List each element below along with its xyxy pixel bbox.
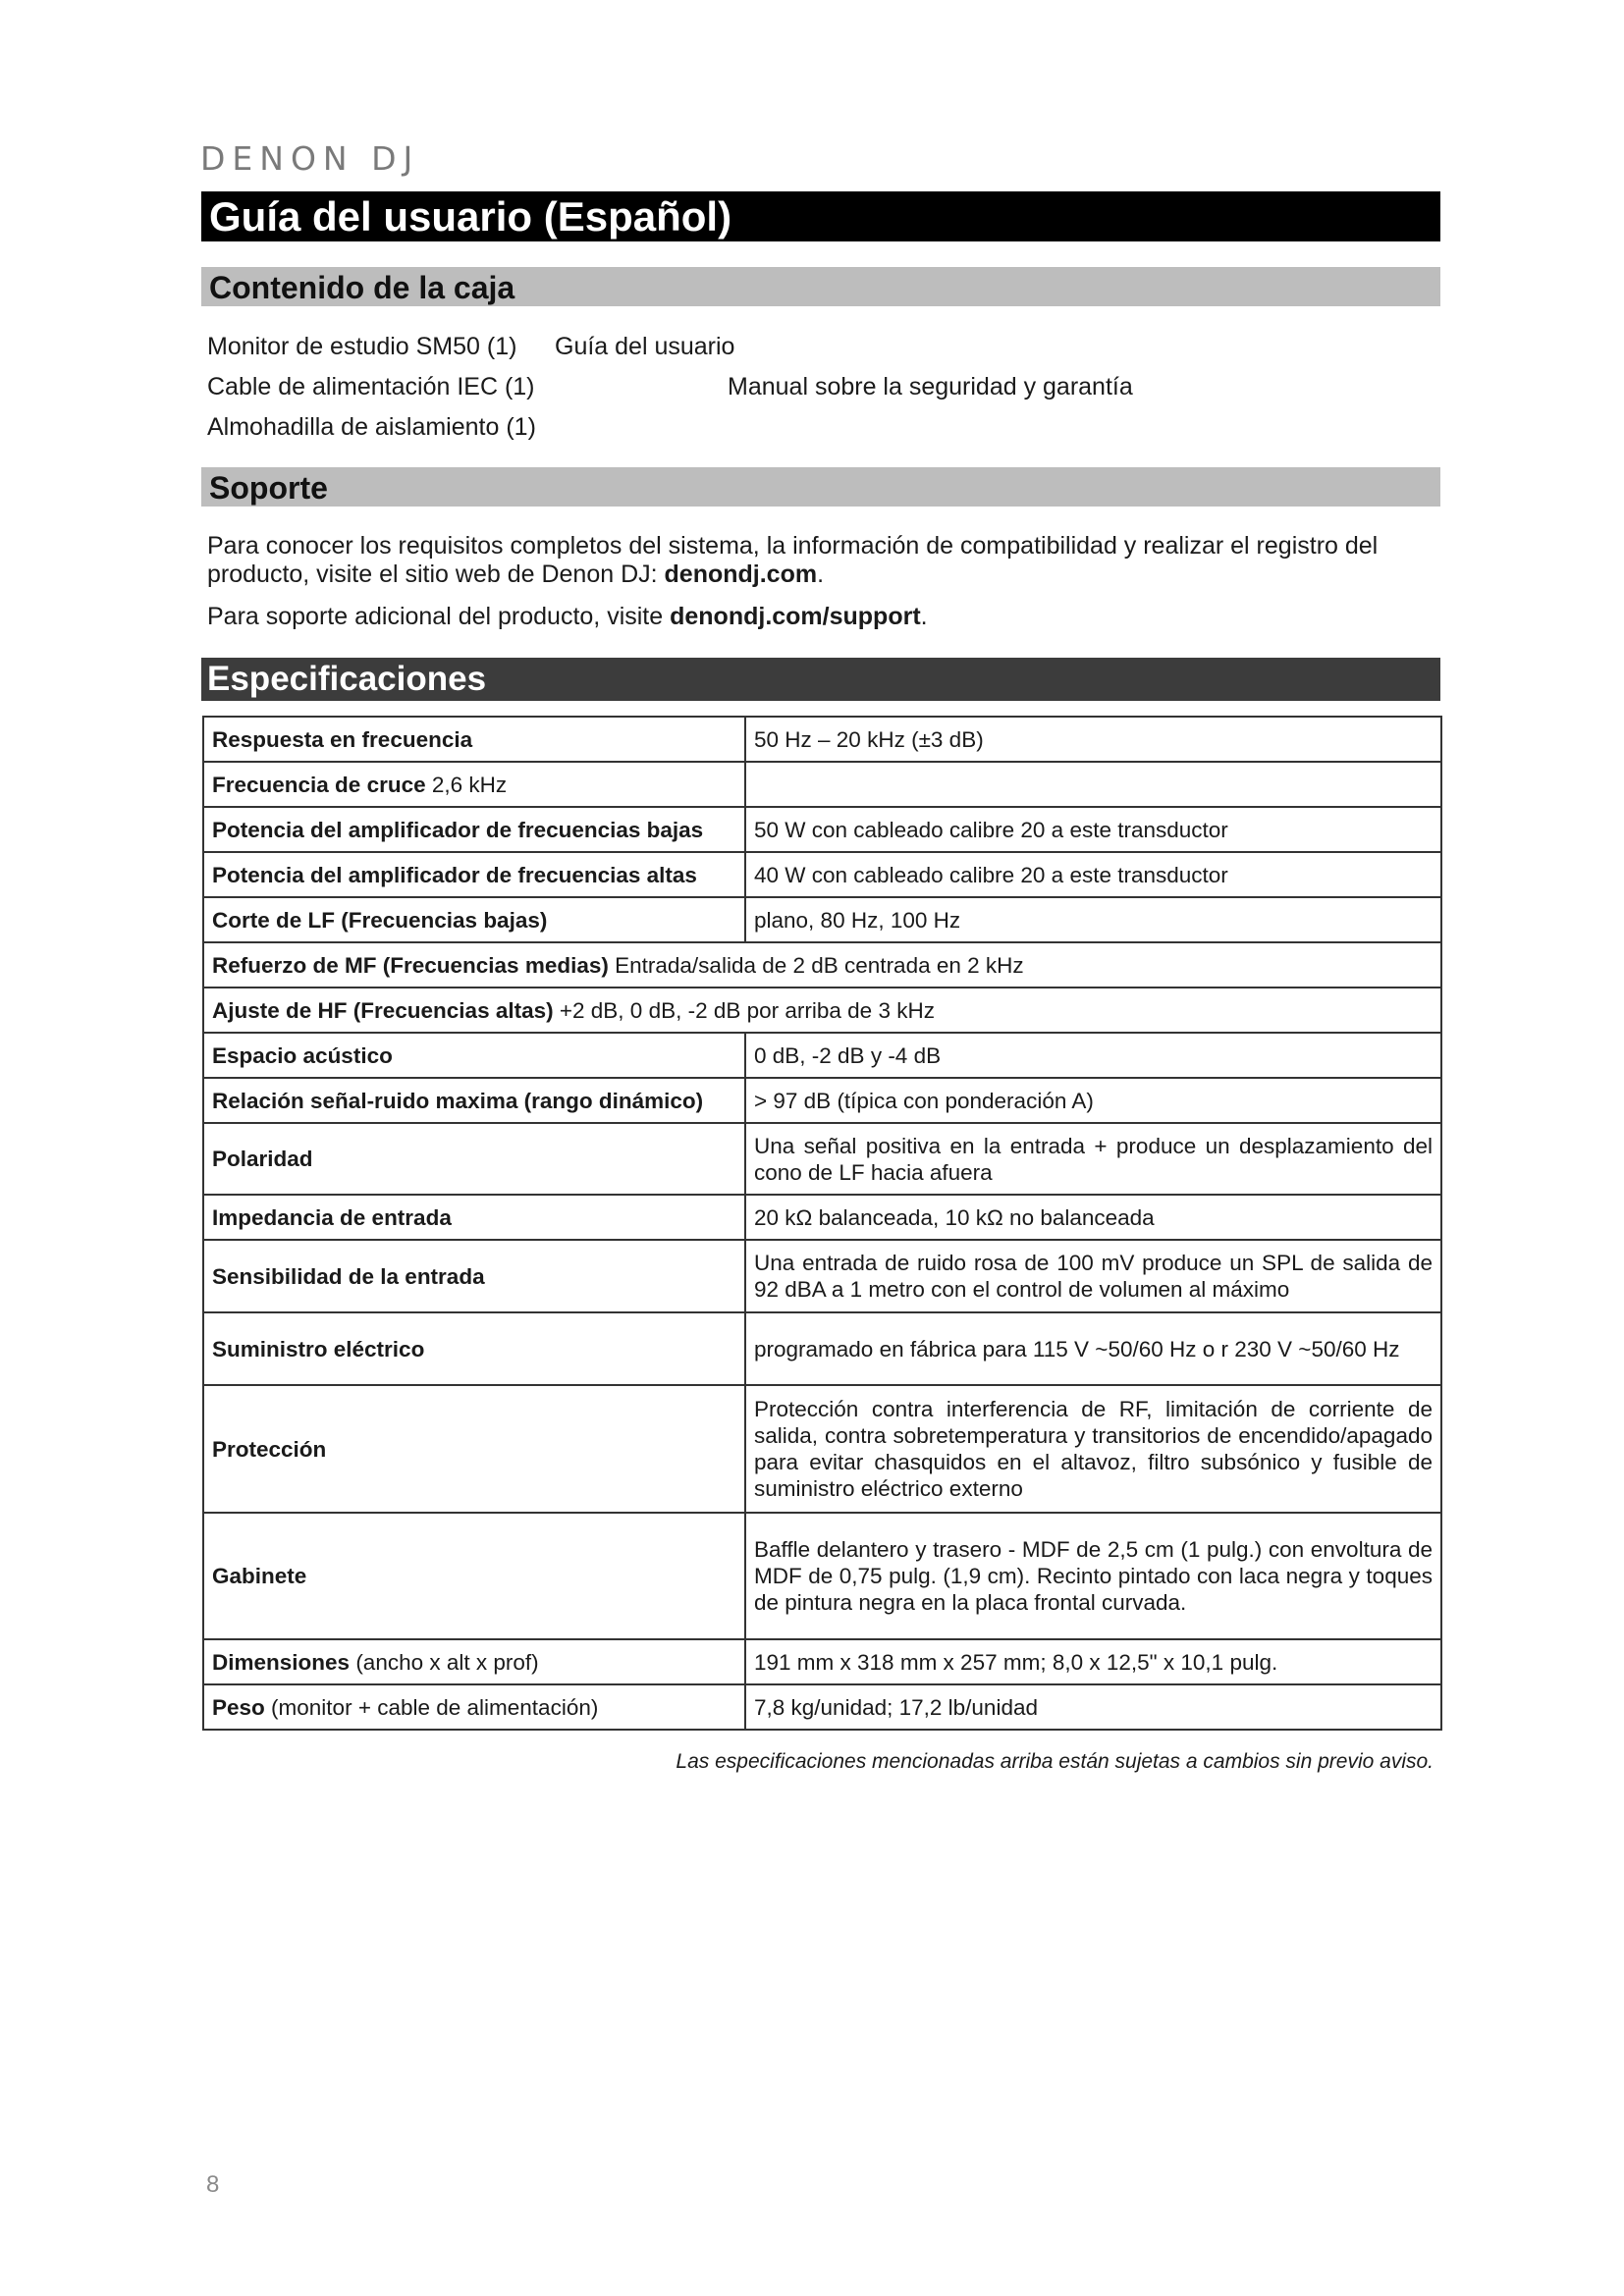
support-link-denondj-support[interactable]: denondj.com/support <box>670 603 921 630</box>
spec-value: 20 kΩ balanceada, 10 kΩ no balanceada <box>745 1195 1441 1240</box>
table-row <box>203 1639 1441 1684</box>
spec-label: Respuesta en frecuencia <box>203 717 745 762</box>
table-row <box>203 942 1441 988</box>
specs-heading: Especificaciones <box>201 658 1440 701</box>
box-item-user-guide: Guía del usuario <box>555 333 735 360</box>
specs-table <box>202 716 1442 1731</box>
page-title: Guía del usuario (Español) <box>201 191 1440 241</box>
spec-label: Dimensiones (ancho x alt x prof) <box>203 1639 745 1684</box>
spec-label: Peso (monitor + cable de alimentación) <box>203 1684 745 1730</box>
spec-inline-value: +2 dB, 0 dB, -2 dB por arriba de 3 kHz <box>559 997 935 1023</box>
spec-value: Una entrada de ruido rosa de 100 mV produce un SPL de salida de 92 dBA a 1 metro con el control de volumen al máximo <box>745 1240 1441 1312</box>
table-row <box>203 762 1441 807</box>
table-row <box>203 1033 1441 1078</box>
spec-value: 50 Hz – 20 kHz (±3 dB) <box>745 717 1441 762</box>
spec-value: 40 W con cableado calibre 20 a este transductor <box>745 852 1441 897</box>
spec-value: Una señal positiva en la entrada + produce un desplazamiento del cono de LF hacia afuera <box>745 1123 1441 1195</box>
spec-label: Protección <box>203 1385 745 1513</box>
spec-value: Baffle delantero y trasero - MDF de 2,5 cm (1 pulg.) con envoltura de MDF de 0,75 pulg. (1,9 cm). Recinto pintado con laca negra y toques de pintura negra en la placa frontal curvada. <box>745 1513 1441 1639</box>
spec-label: Gabinete <box>203 1513 745 1639</box>
spec-value: 7,8 kg/unidad; 17,2 lb/unidad <box>745 1684 1441 1730</box>
spec-label-note: (ancho x alt x prof) <box>355 1649 539 1675</box>
table-row <box>203 1078 1441 1123</box>
spec-label: Espacio acústico <box>203 1033 745 1078</box>
spec-label: Suministro eléctrico <box>203 1312 745 1385</box>
spec-value: 50 W con cableado calibre 20 a este transductor <box>745 807 1441 852</box>
spec-label: Ajuste de HF (Frecuencias altas) +2 dB, 0 dB, -2 dB por arriba de 3 kHz <box>203 988 1441 1033</box>
spec-value: > 97 dB (típica con ponderación A) <box>745 1078 1441 1123</box>
box-item-monitor: Monitor de estudio SM50 (1) <box>207 333 517 360</box>
table-row <box>203 1195 1441 1240</box>
page-number: 8 <box>206 2171 220 2198</box>
spec-value: plano, 80 Hz, 100 Hz <box>745 897 1441 942</box>
table-row <box>203 1240 1441 1312</box>
table-row <box>203 1684 1441 1730</box>
table-row <box>203 1312 1441 1385</box>
spec-label: Relación señal-ruido maxima (rango dinámico) <box>203 1078 745 1123</box>
box-item-safety-manual: Manual sobre la seguridad y garantía <box>728 373 1133 400</box>
spec-inline-value: Entrada/salida de 2 dB centrada en 2 kHz <box>615 952 1024 978</box>
support-heading: Soporte <box>201 467 1440 507</box>
box-item-power-cable: Cable de alimentación IEC (1) <box>207 373 535 400</box>
table-row <box>203 1123 1441 1195</box>
table-row <box>203 717 1441 762</box>
table-row <box>203 988 1441 1033</box>
box-contents-heading: Contenido de la caja <box>201 267 1440 306</box>
table-row <box>203 852 1441 897</box>
table-row <box>203 807 1441 852</box>
spec-label-note: (monitor + cable de alimentación) <box>271 1694 599 1720</box>
table-row <box>203 1513 1441 1639</box>
spec-label: Refuerzo de MF (Frecuencias medias) Entrada/salida de 2 dB centrada en 2 kHz <box>203 942 1441 988</box>
spec-label: Corte de LF (Frecuencias bajas) <box>203 897 745 942</box>
box-item-isolation-pad: Almohadilla de aislamiento (1) <box>207 413 536 441</box>
table-row <box>203 897 1441 942</box>
spec-label: Frecuencia de cruce 2,6 kHz <box>203 762 745 807</box>
spec-value: Protección contra interferencia de RF, limitación de corriente de salida, contra sobretemperatura y transitorios de encendido/apagado para evitar chasquidos en el altavoz, filtro subsónico y fusible de suministro eléctrico externo <box>745 1385 1441 1513</box>
support-paragraph-1: Para conocer los requisitos completos del sistema, la información de compatibilidad y realizar el registro del producto, visite el sitio web de Denon DJ: denondj.com. <box>207 532 1379 588</box>
spec-label: Potencia del amplificador de frecuencias altas <box>203 852 745 897</box>
support-paragraph-2: Para soporte adicional del producto, visite denondj.com/support. <box>207 603 928 630</box>
spec-value: 0 dB, -2 dB y -4 dB <box>745 1033 1441 1078</box>
spec-label: Potencia del amplificador de frecuencias bajas <box>203 807 745 852</box>
spec-value: programado en fábrica para 115 V ~50/60 Hz o r 230 V ~50/60 Hz <box>745 1312 1441 1385</box>
spec-value: 191 mm x 318 mm x 257 mm; 8,0 x 12,5" x 10,1 pulg. <box>745 1639 1441 1684</box>
spec-label: Impedancia de entrada <box>203 1195 745 1240</box>
table-row <box>203 1385 1441 1513</box>
spec-label: Sensibilidad de la entrada <box>203 1240 745 1312</box>
spec-inline-value: 2,6 kHz <box>431 772 508 797</box>
support-link-denondj[interactable]: denondj.com <box>664 561 818 588</box>
specs-disclaimer: Las especificaciones mencionadas arriba están sujetas a cambios sin previo aviso. <box>676 1750 1434 1773</box>
spec-value-empty <box>745 762 1441 807</box>
denon-dj-logo: DENON DJ <box>200 139 420 178</box>
spec-label: Polaridad <box>203 1123 745 1195</box>
